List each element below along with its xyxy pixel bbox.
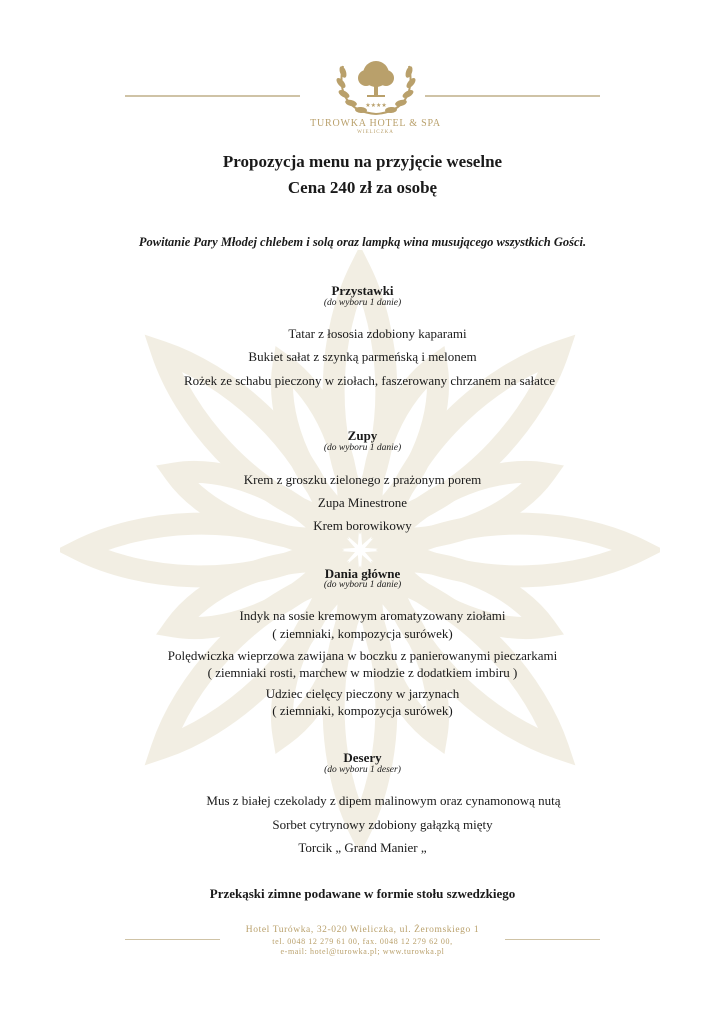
header-divider-left <box>125 95 300 97</box>
dish-side: ( ziemniaki, kompozycja surówek) <box>272 626 453 641</box>
laurel-tree-icon <box>331 56 421 118</box>
dish-item: Krem z groszku zielonego z prażonym porem <box>243 472 482 487</box>
logo-hotel-name: TUROWKA HOTEL & SPA <box>310 118 441 129</box>
dish-item: Rożek ze schabu pieczony w ziołach, faszerowany chrzanem na sałatce <box>183 373 556 388</box>
section-note: (do wyboru 1 danie) <box>323 298 402 308</box>
dish-item: Udziec cielęcy pieczony w jarzynach <box>265 686 460 701</box>
header-divider-right <box>425 95 600 97</box>
section-note: (do wyboru 1 danie) <box>323 580 402 590</box>
section-heading: Desery <box>343 750 382 765</box>
section-note: (do wyboru 1 danie) <box>323 443 402 453</box>
section-heading: Przystawki <box>331 283 394 298</box>
logo-town: WIELICZKA <box>357 130 394 135</box>
dish-item: Bukiet sałat z szynką parmeńską i melonem <box>248 349 477 364</box>
dish-item: Torcik „ Grand Manier „ <box>298 840 427 855</box>
dish-item: Sorbet cytrynowy zdobiony gałązką mięty <box>272 817 493 832</box>
menu-title: Propozycja menu na przyjęcie weselne <box>222 152 503 171</box>
footer-address: Hotel Turówka, 32-020 Wieliczka, ul. Żeromskiego 1 <box>245 925 480 935</box>
section-heading: Zupy <box>347 428 378 443</box>
welcome-note: Powitanie Pary Młodej chlebem i solą oraz lampką wina musującego wszystkich Gości. <box>138 235 587 249</box>
dish-side: ( ziemniaki rosti, marchew w miodzie z dodatkiem imbiru ) <box>207 665 518 680</box>
dish-side: ( ziemniaki, kompozycja surówek) <box>272 703 453 718</box>
footer-contact: e-mail: hotel@turowka.pl; www.turowka.pl <box>280 947 445 956</box>
dish-item: Krem borowikowy <box>313 518 412 533</box>
dish-item: Tatar z łososia zdobiony kaparami <box>288 326 467 341</box>
section-note: (do wyboru 1 deser) <box>324 765 401 775</box>
section-heading: Dania główne <box>324 566 401 581</box>
logo-stars: ★★★★ <box>365 102 387 109</box>
dish-item: Zupa Minestrone <box>317 495 408 510</box>
dish-item: Mus z białej czekolady z dipem malinowym oraz cynamonową nutą <box>206 793 561 808</box>
dish-item: Polędwiczka wieprzowa zawijana w boczku z panierowanymi pieczarkami <box>167 648 558 663</box>
dish-item: Indyk na sosie kremowym aromatyzowany ziołami <box>239 608 506 623</box>
menu-price: Cena 240 zł za osobę <box>287 178 438 197</box>
footer-phone: tel. 0048 12 279 61 00, fax. 0048 12 279 62 00, <box>272 937 453 946</box>
closing-note: Przekąski zimne podawane w formie stołu szwedzkiego <box>209 886 516 901</box>
hotel-logo <box>303 56 448 138</box>
